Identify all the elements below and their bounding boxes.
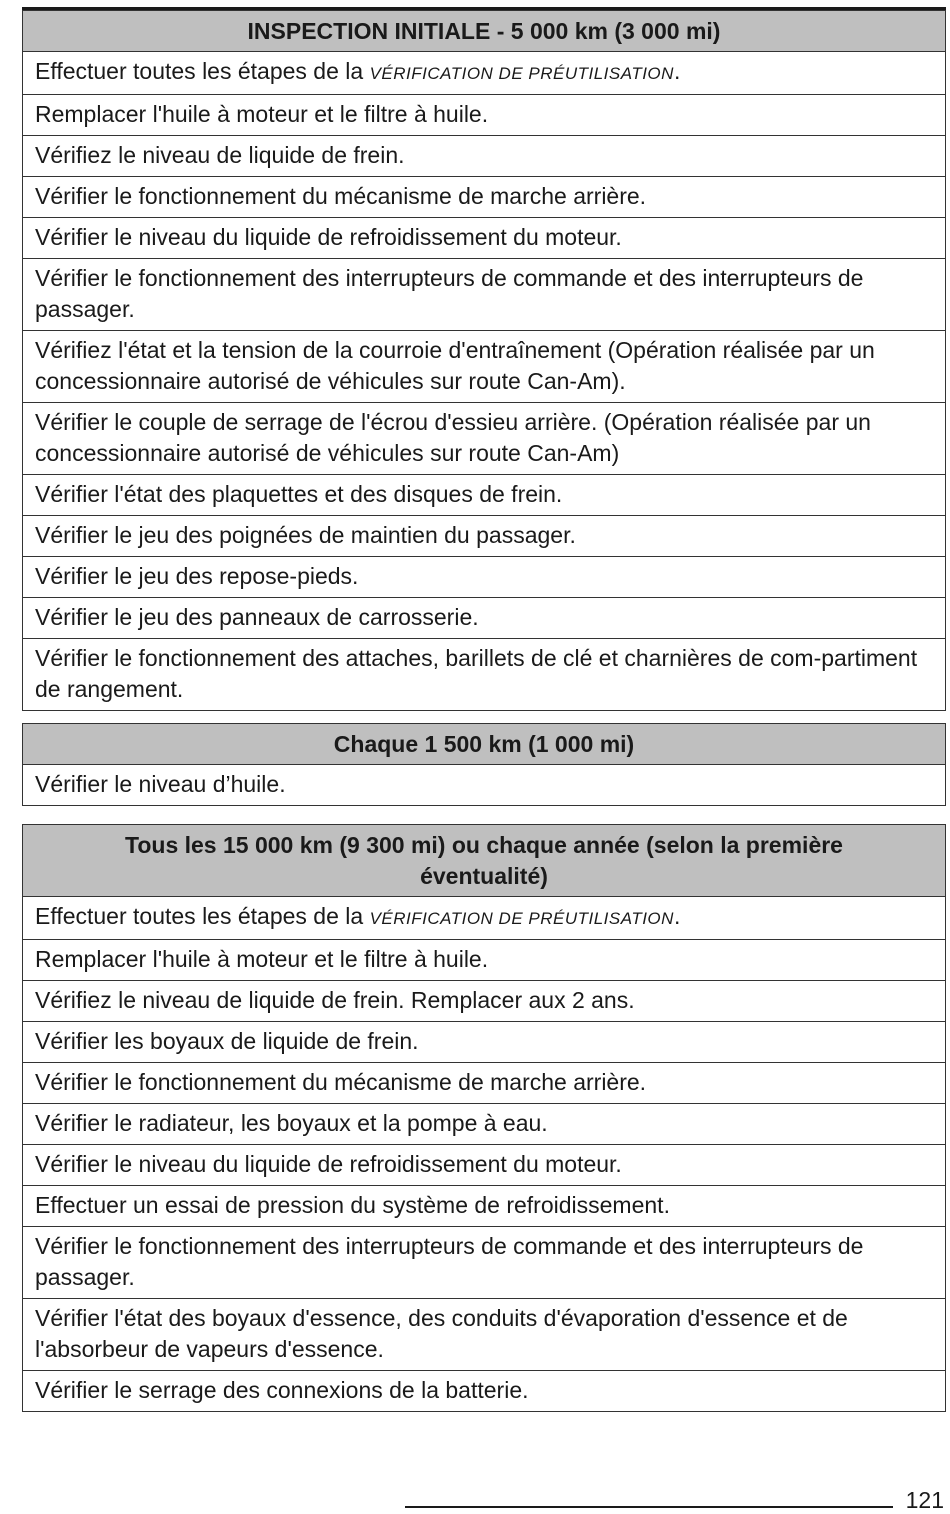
table-cell: Vérifier le niveau d’huile. (23, 765, 946, 806)
table-cell: Vérifier le jeu des repose-pieds. (23, 557, 946, 598)
table-row (23, 1186, 946, 1227)
table-cell: Vérifier le couple de serrage de l'écrou d'essieu arrière. (Opération réalisée par un concessionnaire autorisé de véhicules sur route Can-Am) (23, 403, 946, 475)
table-row (23, 1227, 946, 1299)
table-row (23, 95, 946, 136)
table-cell: Vérifier le fonctionnement des interrupteurs de commande et des interrupteurs de passager. (23, 1227, 946, 1299)
table-cell: Vérifier le radiateur, les boyaux et la pompe à eau. (23, 1104, 946, 1145)
table-row (23, 639, 946, 711)
table-row (23, 259, 946, 331)
table-header-row (23, 724, 946, 765)
table-row (23, 1145, 946, 1186)
footer-rule (405, 1506, 893, 1508)
table-row (23, 765, 946, 806)
table-row (23, 1299, 946, 1371)
table-cell: Vérifier le serrage des connexions de la batterie. (23, 1371, 946, 1412)
cross-reference-link[interactable]: VÉRIFICATION DE PRÉUTILISATION (369, 909, 674, 928)
table-row (23, 981, 946, 1022)
table-row (23, 1371, 946, 1412)
table-header-row (23, 825, 946, 897)
section-title: Tous les 15 000 km (9 300 mi) ou chaque année (selon la première éventualité) (23, 825, 946, 897)
table-cell: Vérifier le fonctionnement du mécanisme de marche arrière. (23, 177, 946, 218)
table-cell (23, 897, 946, 940)
table-cell: Vérifiez l'état et la tension de la courroie d'entraînement (Opération réalisée par un concessionnaire autorisé de véhicules sur route Can-Am). (23, 331, 946, 403)
page-number: 121 (905, 1487, 944, 1513)
table-row (23, 897, 946, 940)
table-cell: Vérifier l'état des boyaux d'essence, des conduits d'évaporation d'essence et de l'absorbeur de vapeurs d'essence. (23, 1299, 946, 1371)
table-cell (23, 52, 946, 95)
table-row (23, 218, 946, 259)
table-row (23, 331, 946, 403)
table-row (23, 52, 946, 95)
table-cell: Vérifier le fonctionnement des interrupteurs de commande et des interrupteurs de passager. (23, 259, 946, 331)
section-title: Chaque 1 500 km (1 000 mi) (23, 724, 946, 765)
table-cell: Vérifiez le niveau de liquide de frein. (23, 136, 946, 177)
table-row (23, 177, 946, 218)
cell-text-prefix: Effectuer toutes les étapes de la (35, 903, 370, 929)
table-row (23, 940, 946, 981)
table-row (23, 598, 946, 639)
cross-reference-link[interactable]: VÉRIFICATION DE PRÉUTILISATION (369, 64, 674, 83)
table-row (23, 403, 946, 475)
table-row (23, 557, 946, 598)
table-cell: Vérifier les boyaux de liquide de frein. (23, 1022, 946, 1063)
maintenance-table-every-15000km (22, 824, 946, 1412)
table-cell: Vérifier le jeu des poignées de maintien du passager. (23, 516, 946, 557)
table-header-row (23, 11, 946, 52)
table-cell: Effectuer un essai de pression du système de refroidissement. (23, 1186, 946, 1227)
table-row (23, 516, 946, 557)
table-cell: Vérifier le fonctionnement des attaches, barillets de clé et charnières de com-partiment de rangement. (23, 639, 946, 711)
table-cell: Remplacer l'huile à moteur et le filtre à huile. (23, 940, 946, 981)
table-row (23, 1022, 946, 1063)
table-row (23, 1063, 946, 1104)
maintenance-table-every-1500km (22, 723, 946, 806)
section-title: INSPECTION INITIALE - 5 000 km (3 000 mi) (23, 11, 946, 52)
table-cell: Vérifier le jeu des panneaux de carrosserie. (23, 598, 946, 639)
table-cell: Vérifier le niveau du liquide de refroidissement du moteur. (23, 218, 946, 259)
table-cell: Vérifier le niveau du liquide de refroidissement du moteur. (23, 1145, 946, 1186)
cell-text-suffix: . (673, 903, 681, 929)
cell-text-suffix: . (673, 58, 681, 84)
table-cell: Remplacer l'huile à moteur et le filtre à huile. (23, 95, 946, 136)
table-cell: Vérifier l'état des plaquettes et des disques de frein. (23, 475, 946, 516)
table-cell: Vérifiez le niveau de liquide de frein. Remplacer aux 2 ans. (23, 981, 946, 1022)
maintenance-table-initial-inspection (22, 10, 946, 711)
table-row (23, 475, 946, 516)
table-row (23, 136, 946, 177)
table-row (23, 1104, 946, 1145)
cell-text-prefix: Effectuer toutes les étapes de la (35, 58, 370, 84)
table-cell: Vérifier le fonctionnement du mécanisme de marche arrière. (23, 1063, 946, 1104)
